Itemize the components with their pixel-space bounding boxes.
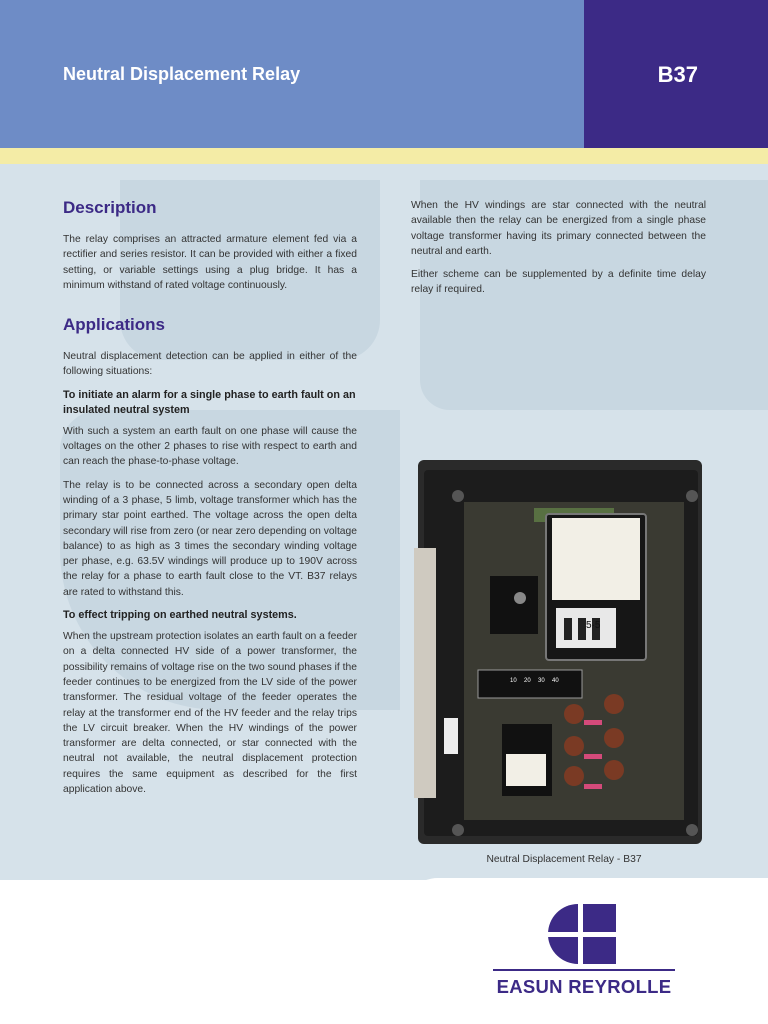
applications-heading: Applications — [63, 315, 166, 335]
plug-label-4: 40 — [552, 678, 559, 684]
description-text: The relay comprises an attracted armature element fed via a rectifier and series resistor. It can be provided with either a fixed setting, or variable settings using a plug bridge. It has a minimum withstand of rated voltage continuously. — [63, 234, 357, 291]
relay-product-photo — [414, 458, 706, 848]
alarm-paragraph-2: The relay is to be connected across a secondary open delta winding of a 3 phase, 5 limb, voltage transformer which has the primary star point earthed. The voltage across the open delta secondary will rise from zero (or near zero depending on voltage balance) to as high as 3 times the secondary winding voltage per phase, e.g. 63.5V windings will produce up to 190V across the relay for a phase to earth fault close to the VT. B37 relays are rated to withstand this. — [63, 479, 357, 598]
header-accent-band — [0, 148, 768, 164]
right-column — [411, 198, 706, 306]
alarm-subheading: To initiate an alarm for a single phase to earth fault on an insulated neutral system — [63, 388, 356, 416]
left-column — [63, 198, 357, 805]
trip-subheading: To effect tripping on earthed neutral systems. — [63, 609, 297, 622]
brand-name: EASUN REYROLLE — [496, 976, 672, 997]
alarm-paragraph-1: With such a system an earth fault on one phase will cause the voltages on the other 2 phases to rise with respect to earth and can reach the phase-to-phase voltage. — [63, 425, 357, 468]
right-paragraph-2: Either scheme can be supplemented by a definite time delay relay if required. — [411, 269, 706, 296]
reyrolle-logo-icon — [548, 904, 616, 964]
applications-intro: Neutral displacement detection can be applied in either of the following situations: — [63, 351, 357, 378]
right-paragraph-1: When the HV windings are star connected with the neutral available then the relay can be energized from a single phase voltage transformer having its primary connected between the neutral and earth. — [411, 200, 706, 257]
plug-label-1: 10 — [510, 678, 517, 684]
page-title: Neutral Displacement Relay — [63, 64, 301, 84]
product-code: B37 — [657, 62, 698, 87]
relay-dial-label: 5·5 — [586, 620, 601, 631]
section-spacer — [63, 301, 357, 315]
description-heading: Description — [63, 198, 157, 217]
photo-caption: Neutral Displacement Relay - B37 — [486, 854, 642, 865]
trip-paragraph: When the upstream protection isolates an earth fault on a feeder on a delta connected HV side of a power transformer, the possibility remains of voltage rise on the two sound phases if the feeder continues to be energized from the LV side of the power transformer. The residual voltage of the feeder operates the relay at the transformer end of the HV feeder and the relay trips the LV circuit breaker. When the HV windings of the power transformer are delta connected, or star connected with the neutral not available, the neutral displacement protection requires the same equipment as described for the first application above. — [63, 631, 357, 796]
logo-rule — [493, 969, 675, 971]
plug-label-2: 20 — [524, 678, 531, 684]
plug-label-3: 30 — [538, 678, 545, 684]
